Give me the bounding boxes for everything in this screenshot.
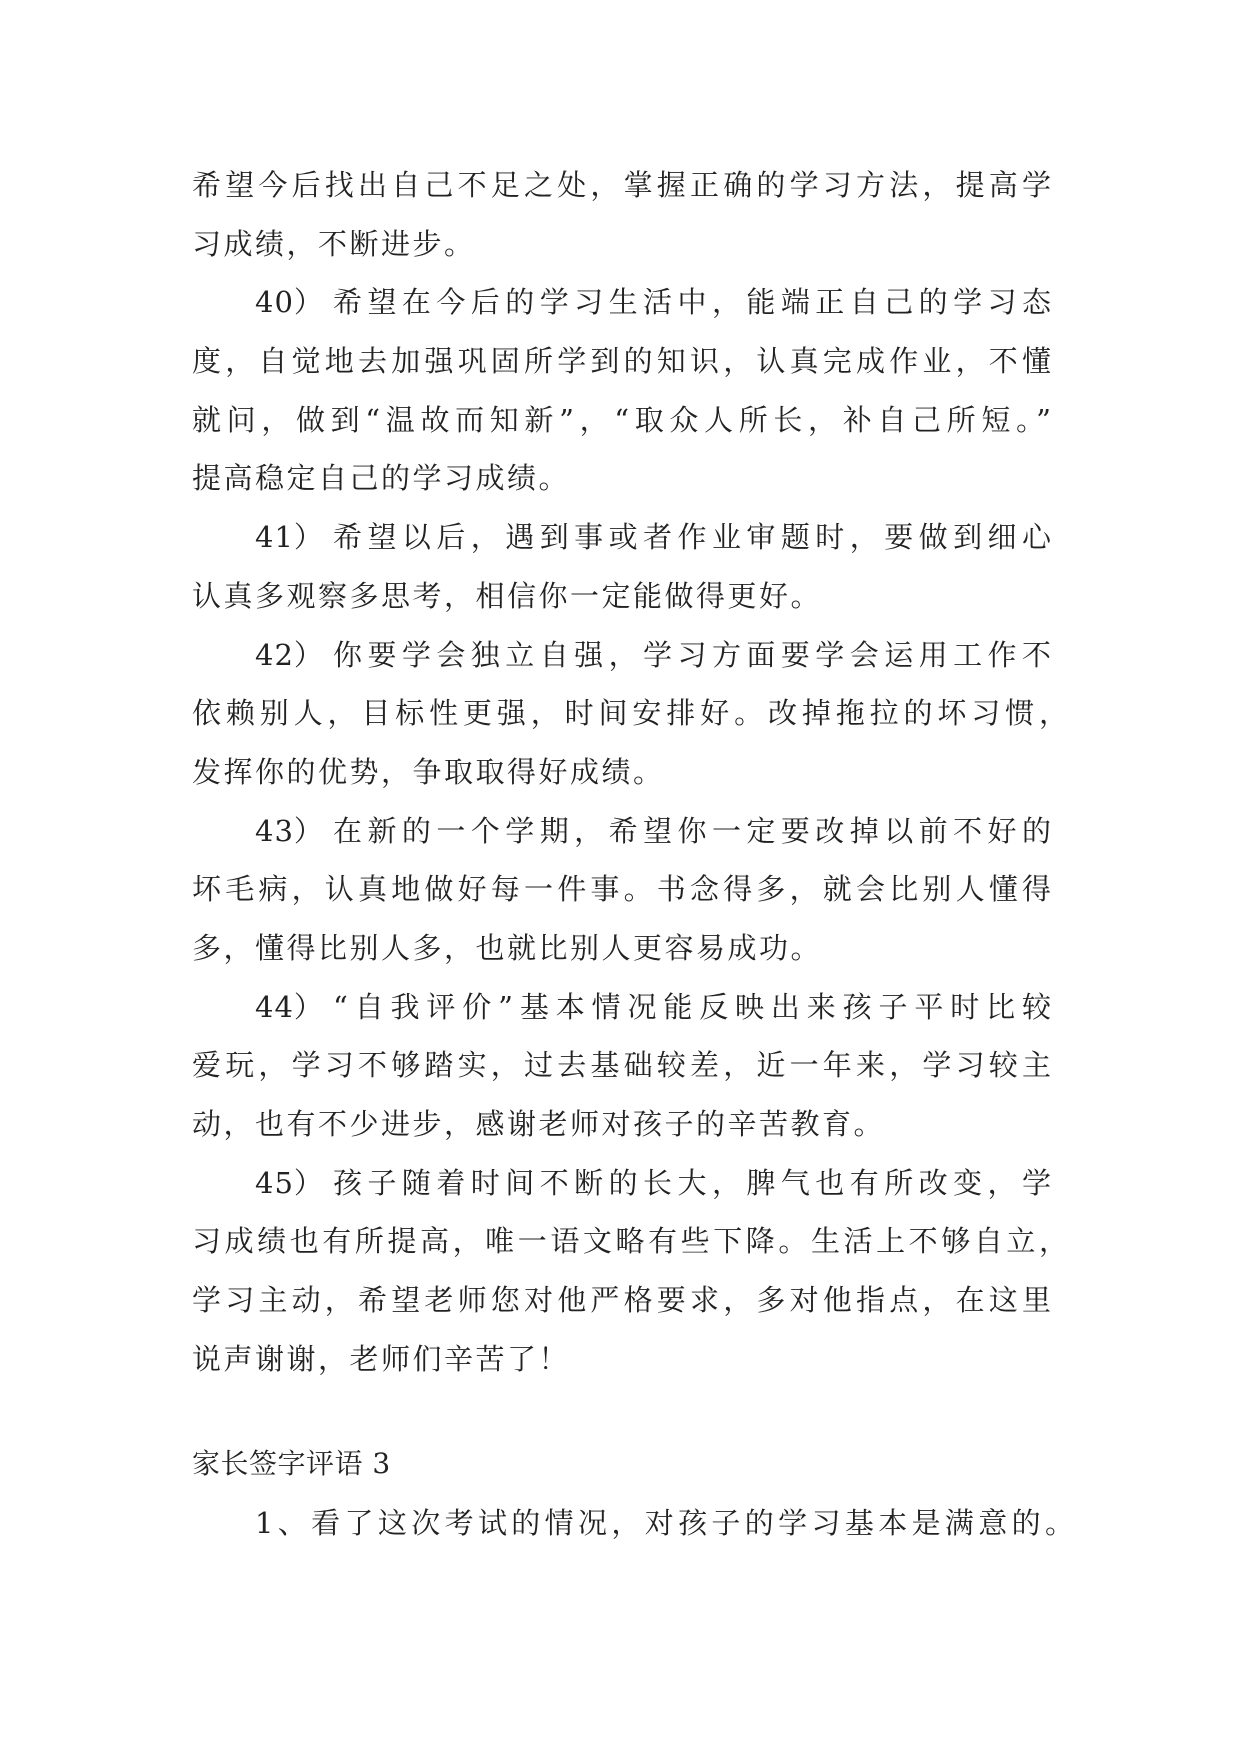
numbered-paragraph [192,1494,1074,1553]
paragraph-line: 在新的一个学期，希望你一定要改掉以前不好的 [333,813,1051,848]
numbered-paragraph [192,802,1051,978]
paragraph [192,156,1051,273]
paragraph-line: 说声谢谢，老师们辛苦了！ [192,1341,571,1376]
paragraph-first-line [192,978,1051,1037]
paragraph-line: 习成绩也有所提高，唯一语文略有些下降。生活上不够自立， [192,1224,1068,1259]
paragraph-line: 发挥你的优势，争取取得好成绩。 [192,754,665,789]
paragraph-first-line [192,802,1051,861]
item-number: 43） [255,813,324,848]
paragraph-line: 就问，做到“温故而知新”，“取众人所长，补自己所短。” [192,402,1051,437]
paragraph-first-line [192,508,1051,567]
paragraph-first-line [192,1154,1051,1213]
paragraph-line: 希望在今后的学习生活中，能端正自己的学习态 [333,285,1051,320]
item-number: 42） [255,637,324,672]
paragraph-first-line [192,626,1051,685]
paragraph-line: 习成绩，不断进步。 [192,226,476,261]
numbered-paragraph [192,626,1068,802]
paragraph-line: 坏毛病，认真地做好每一件事。书念得多，就会比别人懂得 [192,872,1051,907]
paragraph-line: 学习主动，希望老师您对他严格要求，多对他指点，在这里 [192,1283,1051,1318]
paragraph-line: “自我评价”基本情况能反映出来孩子平时比较 [333,989,1051,1024]
paragraph-line: 依赖别人，目标性更强，时间安排好。改掉拖拉的坏习惯， [192,696,1068,731]
numbered-paragraph [192,1154,1068,1389]
paragraph-line: 孩子随着时间不断的长大，脾气也有所改变，学 [333,1165,1051,1200]
document-body [192,156,1074,1553]
section-heading: 家长签字评语 3 [192,1447,391,1481]
paragraph-line: 多，懂得比别人多，也就比别人更容易成功。 [192,930,823,965]
paragraph-line: 爱玩，学习不够踏实，过去基础较差，近一年来，学习较主 [192,1048,1051,1083]
paragraph-first-line [192,273,1051,332]
paragraph-line: 希望以后，遇到事或者作业审题时，要做到细心 [333,520,1051,555]
item-number: 41） [255,520,324,555]
item-number: 45） [255,1165,324,1200]
numbered-paragraph [192,508,1051,625]
paragraph-line: 1、看了这次考试的情况，对孩子的学习基本是满意的。 [255,1506,1074,1541]
paragraph-line: 希望今后找出自己不足之处，掌握正确的学习方法，提高学 [192,168,1051,202]
paragraph-line: 度，自觉地去加强巩固所学到的知识，认真完成作业，不懂 [192,344,1051,379]
item-number: 40） [255,285,324,320]
paragraph-line: 提高稳定自己的学习成绩。 [192,461,571,496]
paragraph-line: 认真多观察多思考，相信你一定能做得更好。 [192,578,823,613]
numbered-paragraph [192,273,1051,508]
paragraph-line: 动，也有不少进步，感谢老师对孩子的辛苦教育。 [192,1107,886,1141]
item-number: 44） [255,989,324,1024]
numbered-paragraph [192,978,1051,1154]
paragraph-line: 你要学会独立自强，学习方面要学会运用工作不 [333,637,1051,672]
